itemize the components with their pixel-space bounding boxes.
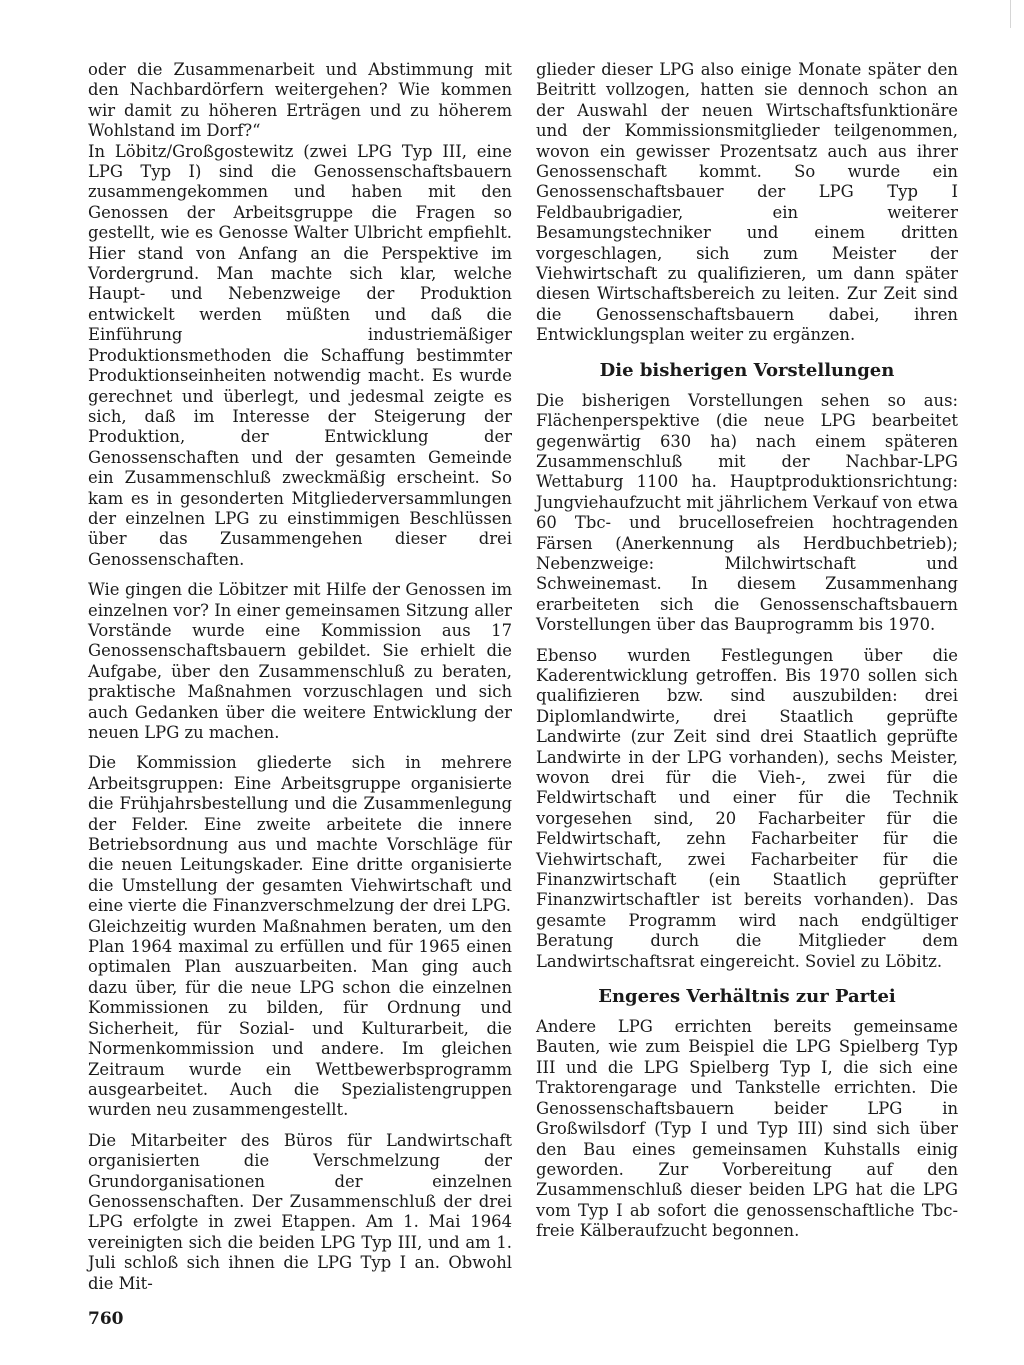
paragraph: In Löbitz/Großgostewitz (zwei LPG Typ III, eine LPG Typ I) sind die Genossenschaftsbauern zusammengekommen und haben mit den Genossen der Arbeitsgruppe die Fragen so gestellt, wie es Genosse Walter Ulbricht empfiehlt. Hier stand von Anfang an die Perspektive im Vordergrund. Man machte sich klar, welche Haupt- und Nebenzweige der Produktion entwickelt werden müßten und daß die Einführung industriemäßiger Produktionsmethoden die Schaffung bestimmter Produktionseinheiten notwendig macht. Es wurde gerechnet und überlegt, und jedesmal zeigte es sich, daß im Interesse der Steigerung der Produktion, der Entwicklung der Genossenschaften und der gesamten Gemeinde ein Zusammenschluß zweckmäßig erscheint. So kam es in gesonderten Mitgliederversammlungen der einzelnen LPG zu einstimmigen Beschlüssen über das Zusammengehen dieser drei Genossenschaften. xyxy=(88,141,512,569)
paragraph: Ebenso wurden Festlegungen über die Kaderentwicklung getroffen. Bis 1970 sollen sich qualifizieren bzw. sind auszubilden: drei Diplomlandwirte, drei Staatlich geprüfte Landwirte (zur Zeit sind drei Staatlich geprüfte Landwirte in der LPG vorhanden), sechs Meister, wovon drei für die Vieh-, zwei für die Feldwirtschaft und einer für die Technik vorgesehen sind, 20 Facharbeiter für die Feldwirtschaft, zehn Facharbeiter für die Viehwirtschaft, zwei Facharbeiter für die Finanzwirtschaft (ein Staatlich geprüfter Finanzwirtschaftler ist bereits vorhanden). Das gesamte Programm wird nach endgültiger Beratung durch die Mitglieder dem Landwirtschaftsrat eingereicht. Soviel zu Löbitz. xyxy=(536,645,958,971)
paragraph: Die Kommission gliederte sich in mehrere Arbeitsgruppen: Eine Arbeitsgruppe organisierte die Frühjahrsbestellung und die Zusammenlegung der Felder. Eine zweite arbeitete die innere Betriebsordnung aus und machte Vorschläge für die neuen Leitungskader. Eine dritte organisierte die Umstellung der gesamten Viehwirtschaft und eine vierte die Finanzverschmelzung der drei LPG. xyxy=(88,753,512,916)
right-column xyxy=(536,60,958,1242)
section-heading: Die bisherigen Vorstellungen xyxy=(599,359,895,381)
left-column xyxy=(88,60,512,1294)
paragraph: Gleichzeitig wurden Maßnahmen beraten, um den Plan 1964 maximal zu erfüllen und für 1965 einen optimalen Plan auszuarbeiten. Man ging auch dazu über, für die neue LPG schon die einzelnen Kommissionen zu bilden, für Ordnung und Sicherheit, für Sozial- und Kulturarbeit, die Normenkommission und andere. Im gleichen Zeitraum wurde ein Wettbewerbsprogramm ausgearbeitet. Auch die Spezialistengruppen wurden neu zusammengestellt. xyxy=(88,916,512,1120)
page-number: 760 xyxy=(88,1309,124,1329)
paragraph: glieder dieser LPG also einige Monate später den Beitritt vollzogen, hatten sie dennoch schon an der Auswahl der neuen Wirtschaftsfunktionäre und der Kommissionsmitglieder teilgenommen, wovon ein gewisser Prozentsatz auch aus ihrer Genossenschaft kommt. So wurde ein Genossenschaftsbauer der LPG Typ I Feldbaubrigadier, ein weiterer Besamungstechniker und einem dritten vorgeschlagen, sich zum Meister der Viehwirtschaft zu qualifizieren, um dann später diesen Wirtschaftsbereich zu leiten. Zur Zeit sind die Genossenschaftsbauern dabei, ihren Entwicklungsplan weiter zu ergänzen. xyxy=(536,60,958,345)
page-edge-mark xyxy=(1010,0,1014,28)
section-heading: Engeres Verhältnis zur Partei xyxy=(598,986,896,1008)
paragraph: Die Mitarbeiter des Büros für Landwirtschaft organisierten die Verschmelzung der Grundorganisationen der einzelnen Genossenschaften. Der Zusammenschluß der drei LPG erfolgte in zwei Etappen. Am 1. Mai 1964 vereinigten sich die beiden LPG Typ III, und am 1. Juli schloß sich ihnen die LPG Typ I an. Obwohl die Mit- xyxy=(88,1130,512,1293)
paragraph: oder die Zusammenarbeit und Abstimmung mit den Nachbardörfern weitergehen? Wie kommen wir damit zu höheren Erträgen und zu höherem Wohlstand im Dorf?“ xyxy=(88,60,512,141)
paragraph: Andere LPG errichten bereits gemeinsame Bauten, wie zum Beispiel die LPG Spielberg Typ III und die LPG Spielberg Typ I, die sich eine Traktorengarage und Tankstelle errichten. Die Genossenschaftsbauern beider LPG in Großwilsdorf (Typ I und Typ III) sind sich über den Bau eines gemeinsamen Kuhstalls einig geworden. Zur Vorbereitung auf den Zusammenschluß dieser beiden LPG hat die LPG vom Typ I ab sofort die genossenschaftliche Tbc-freie Kälberaufzucht begonnen. xyxy=(536,1017,958,1241)
paragraph: Die bisherigen Vorstellungen sehen so aus: Flächenperspektive (die neue LPG bearbeitet gegenwärtig 630 ha) nach einem späteren Zusammenschluß mit der Nachbar-LPG Wettaburg 1100 ha. Hauptproduktionsrichtung: Jungviehaufzucht mit jährlichem Verkauf von etwa 60 Tbc- und brucellosefreien hochtragenden Färsen (Anerkennung als Herdbuchbetrieb); Nebenzweige: Milchwirtschaft und Schweinemast. In diesem Zusammenhang erarbeiteten sich die Genossenschaftsbauern Vorstellungen über das Bauprogramm bis 1970. xyxy=(536,390,958,635)
paragraph: Wie gingen die Löbitzer mit Hilfe der Genossen im einzelnen vor? In einer gemeinsamen Sitzung aller Vorstände wurde eine Kommission aus 17 Genossenschaftsbauern gebildet. Sie erhielt die Aufgabe, über den Zusammenschluß zu beraten, praktische Maßnahmen vorzuschlagen und sich auch Gedanken über die weitere Entwicklung der neuen LPG zu machen. xyxy=(88,580,512,742)
